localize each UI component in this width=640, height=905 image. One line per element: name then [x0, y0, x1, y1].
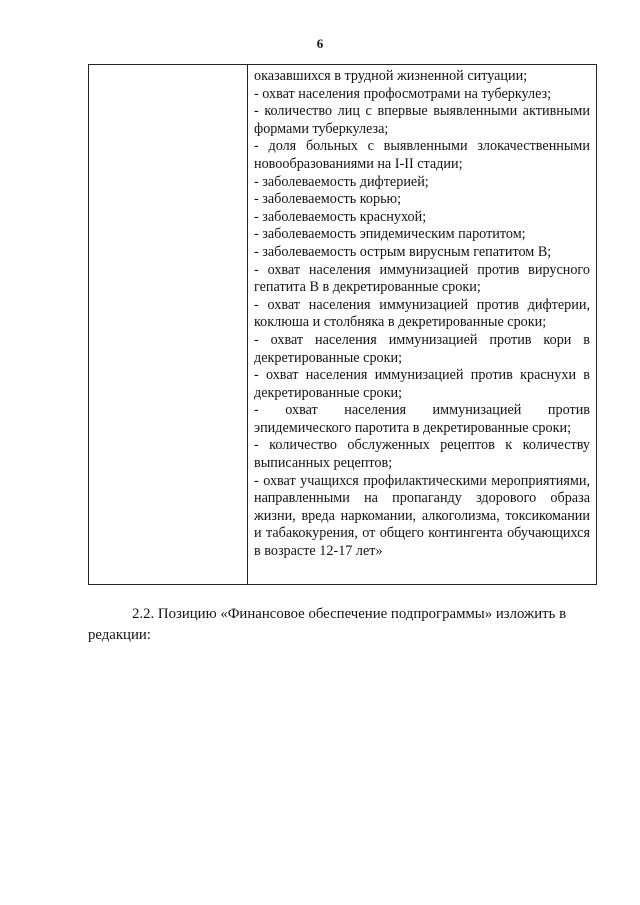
- list-item: - количество обслуженных рецептов к количеству выписанных рецептов;: [254, 437, 590, 472]
- page-number: 6: [316, 36, 324, 51]
- table-right-cell: [248, 65, 596, 584]
- list-item: - доля больных с выявленными злокачественными новообразованиями на I-II стадии;: [254, 138, 590, 172]
- list-item: - заболеваемость краснухой;: [254, 208, 427, 225]
- body-paragraph: [88, 604, 597, 646]
- list-item: - охват населения иммунизацией против кори в декретированные сроки;: [254, 331, 590, 366]
- list-item: оказавшихся в трудной жизненной ситуации;: [254, 68, 528, 84]
- list-item: - заболеваемость эпидемическим паротитом;: [254, 226, 526, 243]
- list-item: - охват учащихся профилактическими мероприятиями, направленными на пропаганду здорового образа жизни, вреда наркомании, алкоголизма, токсикомании и табакокурения, от общего контингента обучающихся в возрасте 12-17 лет»: [254, 472, 590, 560]
- paragraph-text: 2.2. Позицию «Финансовое обеспечение подпрограммы» изложить в редакции:: [88, 606, 567, 643]
- list-item: - заболеваемость дифтерией;: [254, 173, 429, 190]
- list-item: - количество лиц с впервые выявленными активными формами туберкулеза;: [254, 103, 590, 137]
- list-item: - заболеваемость корью;: [254, 191, 402, 208]
- list-item: - охват населения иммунизацией против эпидемического паротита в декретированные сроки;: [254, 402, 590, 436]
- list-item: - охват населения иммунизацией против вирусного гепатита В в декретированные сроки;: [254, 261, 590, 296]
- list-item: - охват населения иммунизацией против краснухи в декретированные сроки;: [254, 367, 590, 401]
- table-left-cell: [89, 65, 248, 584]
- list-item: - заболеваемость острым вирусным гепатитом В;: [254, 243, 552, 260]
- list-item: - охват населения профосмотрами на туберкулез;: [254, 85, 552, 102]
- list-item: - охват населения иммунизацией против дифтерии, коклюша и столбняка в декретированные сроки;: [254, 296, 590, 331]
- indicators-table: [88, 64, 597, 585]
